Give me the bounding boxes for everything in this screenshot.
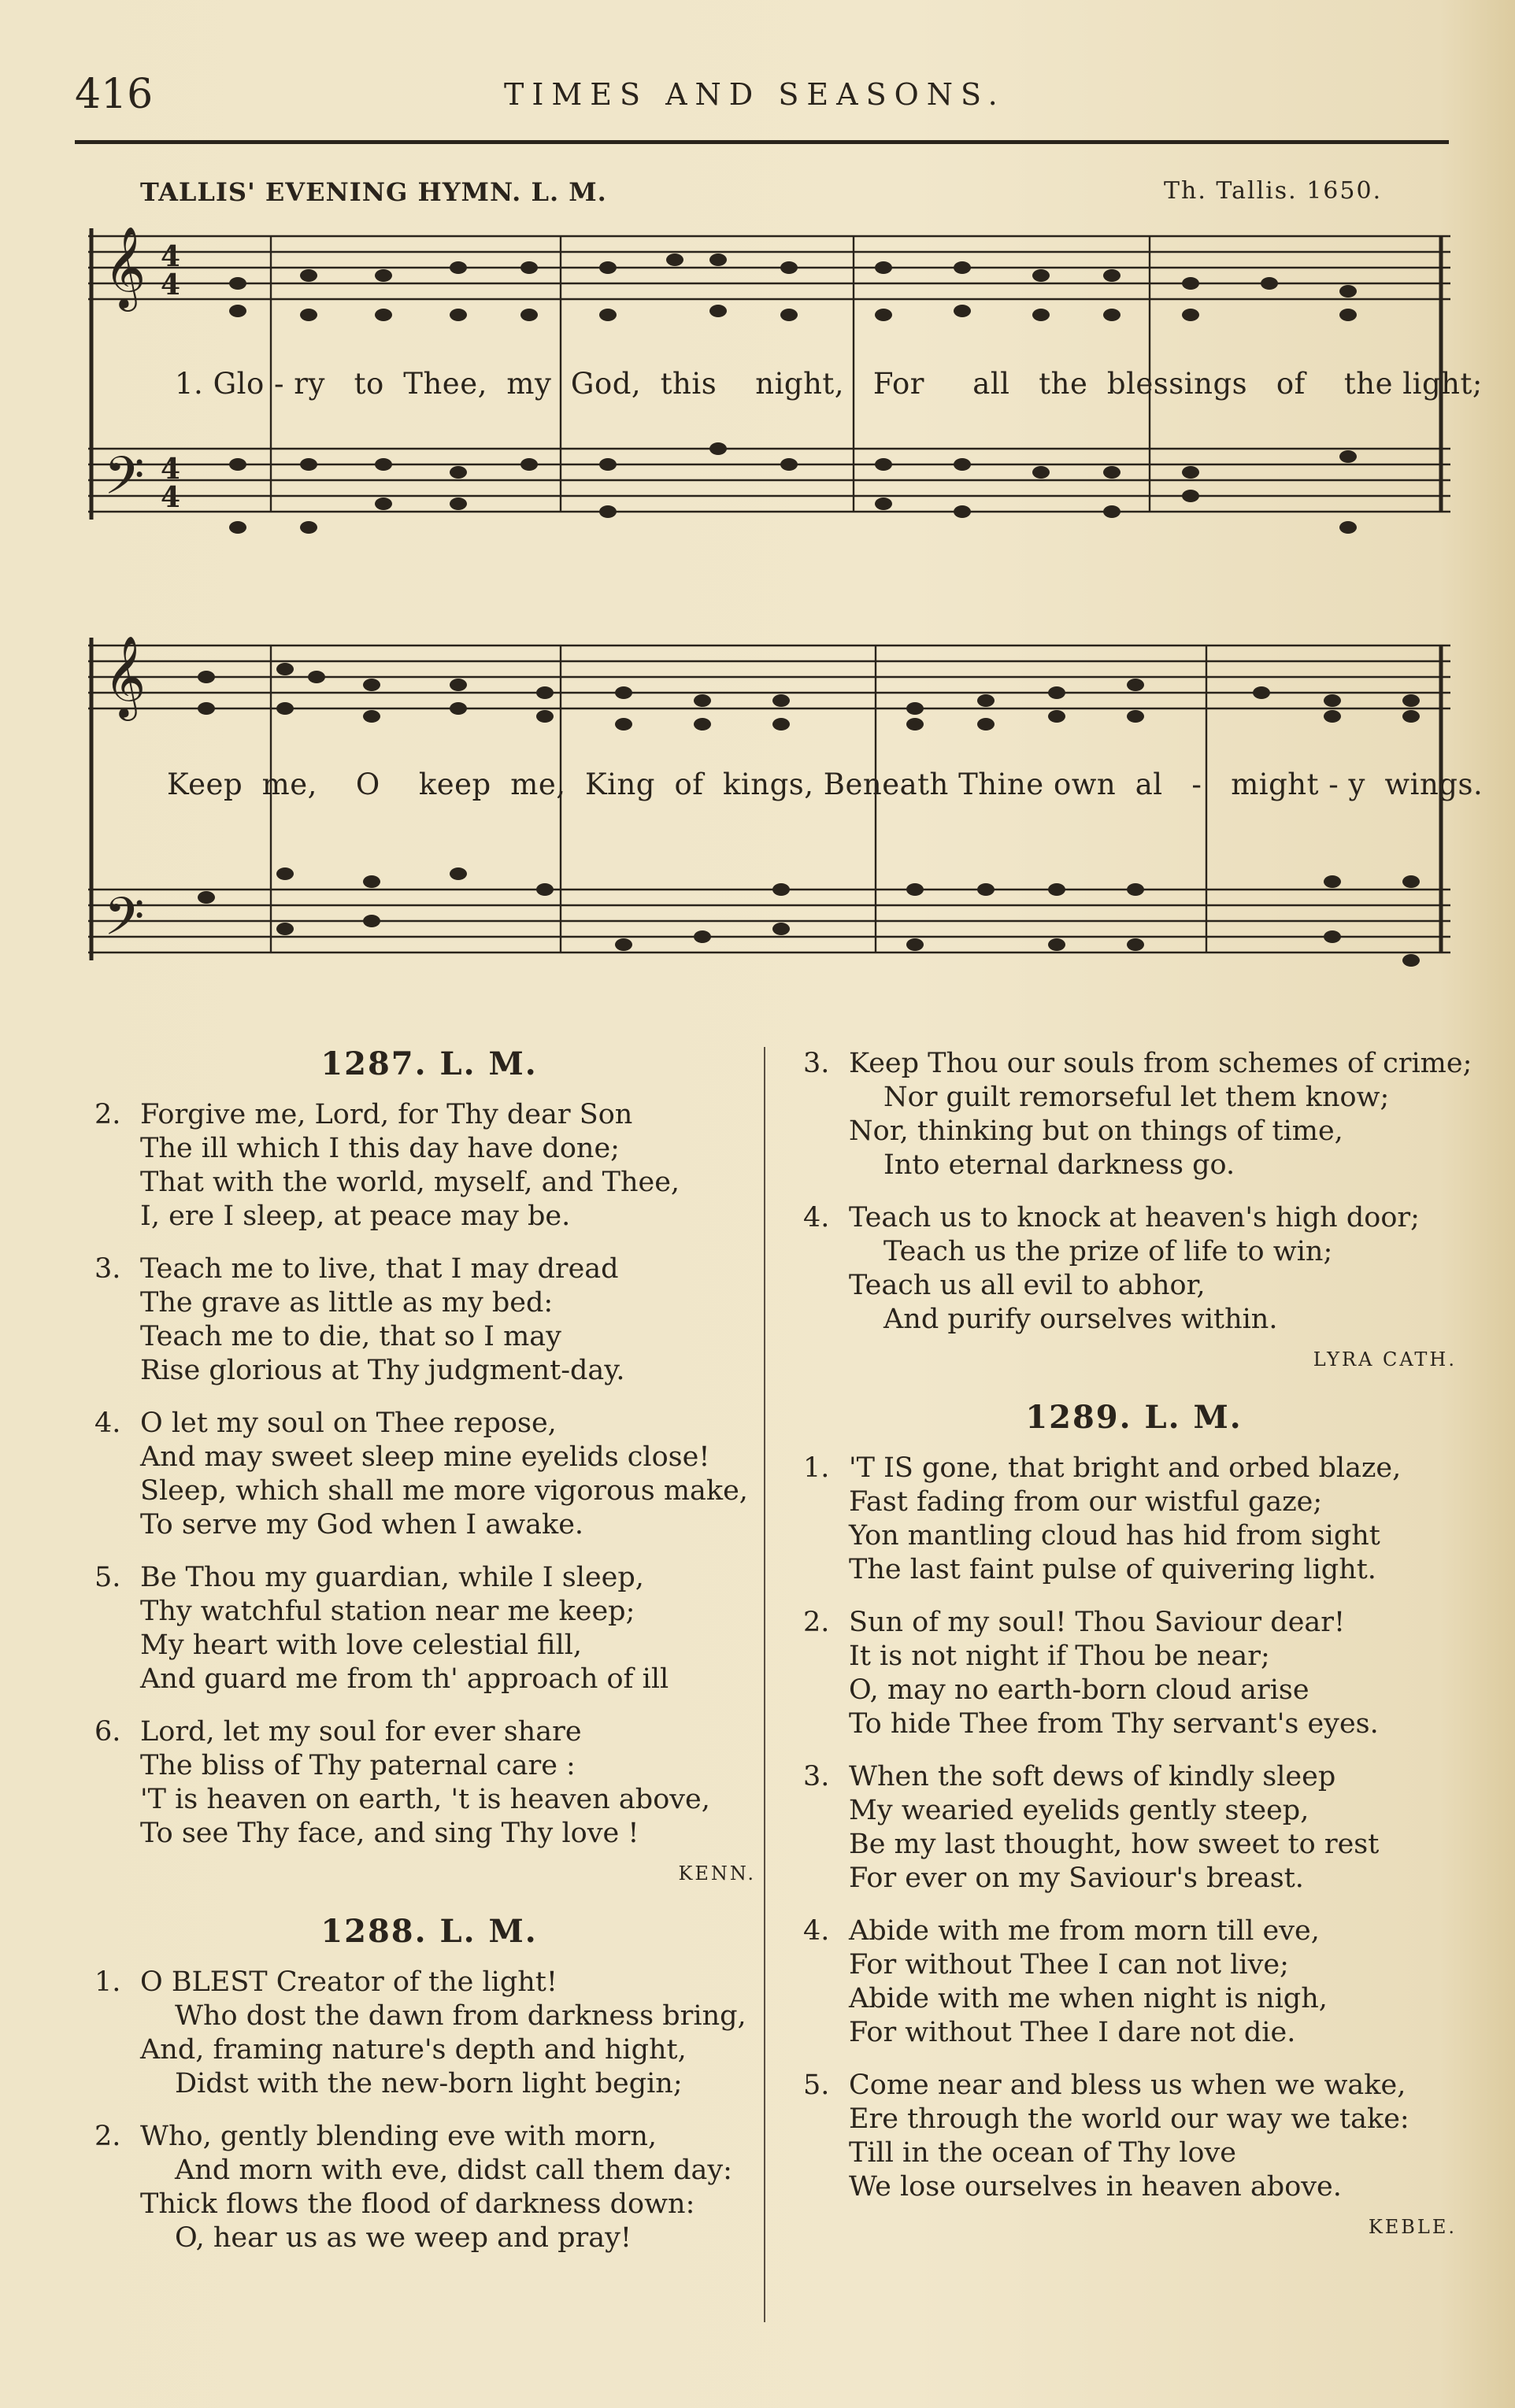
verse-line: Abide with me from morn till eve, (849, 1915, 1320, 1947)
stanza-number: 3. (94, 1253, 121, 1285)
verse-line: O, may no earth-born cloud arise (849, 1674, 1309, 1706)
stanza-number: 2. (94, 2121, 121, 2152)
verse-line: Be Thou my guardian, while I sleep, (140, 1562, 644, 1593)
stanza-number: 4. (803, 1915, 830, 1947)
verse-line: Teach us to knock at heaven's high door; (849, 1202, 1420, 1234)
stanza (94, 1407, 764, 1542)
stanza-number: 1. (94, 1966, 121, 1998)
hymn-heading-1287: 1287. L. M. (320, 1045, 538, 1082)
stanza (94, 2120, 764, 2255)
tune-title: TALLIS' EVENING HYMN. L. M. (140, 177, 607, 207)
stanza (803, 1452, 1465, 1587)
stanza-number: 6. (94, 1716, 121, 1748)
left-column (94, 1039, 764, 2274)
verse-line: Keep Thou our souls from schemes of crime; (849, 1048, 1472, 1079)
verse-line: Thy watchful station near me keep; (140, 1596, 635, 1627)
stanza (803, 1760, 1465, 1896)
verse-line: And guard me from th' approach of ill (140, 1663, 669, 1695)
svg-text:4: 4 (161, 481, 181, 514)
hymn-author-lyra-cath: LYRA CATH. (1313, 1348, 1457, 1370)
verse-line: And morn with eve, didst call them day: (175, 2155, 732, 2186)
column-divider (764, 1047, 765, 2322)
svg-text:4: 4 (161, 268, 181, 301)
verse-line: My heart with love celestial fill, (140, 1629, 583, 1661)
hymn-heading-1288: 1288. L. M. (320, 1913, 538, 1950)
verse-line: O BLEST Creator of the light! (140, 1966, 557, 1998)
hymn-author-keble: KEBLE. (1368, 2216, 1457, 2238)
verse-line: Into eternal darkness go. (883, 1149, 1235, 1181)
verse-line: Sleep, which shall me more vigorous make, (140, 1475, 748, 1507)
stanza (803, 1047, 1472, 1182)
verse-line: O let my soul on Thee repose, (140, 1407, 557, 1439)
running-title: TIMES AND SEASONS. (504, 77, 1006, 112)
stanza (803, 1914, 1465, 2050)
svg-text:𝄞: 𝄞 (104, 226, 146, 309)
stanza-number: 4. (94, 1407, 121, 1439)
stanza (803, 2069, 1465, 2204)
page-number: 416 (75, 71, 154, 118)
verse-line: The ill which I this day have done; (140, 1133, 620, 1164)
verse-line: My wearied eyelids gently steep, (849, 1795, 1309, 1826)
hymn-heading-1289: 1289. L. M. (1025, 1399, 1243, 1436)
stanza-number: 5. (94, 1562, 121, 1593)
verse-line: The grave as little as my bed: (140, 1287, 554, 1319)
verse-line: Teach us all evil to abhor, (849, 1270, 1206, 1301)
music-system-1 (88, 213, 1483, 614)
verse-line: Lord, let my soul for ever share (140, 1716, 582, 1748)
verse-line: The bliss of Thy paternal care : (140, 1750, 576, 1781)
verse-line: Didst with the new-born light begin; (175, 2068, 683, 2099)
hymn-author-kenn: KENN. (678, 1862, 756, 1885)
verse-line: I, ere I sleep, at peace may be. (140, 1200, 571, 1232)
verse-line: Who, gently blending eve with morn, (140, 2121, 657, 2152)
verse-line: And purify ourselves within. (883, 1304, 1278, 1335)
verse-line: We lose ourselves in heaven above. (849, 2171, 1342, 2203)
stanza-number: 5. (803, 2070, 830, 2101)
music-staff-system-1 (88, 213, 1458, 614)
verse-line: Nor, thinking but on things of time, (849, 1115, 1343, 1147)
lyric-line-1: 1. Glo - ry to Thee, my God, this night, For all the blessings of the light; (175, 367, 1483, 401)
verse-line: It is not night if Thou be near; (849, 1640, 1270, 1672)
verse-line: And may sweet sleep mine eyelids close! (140, 1441, 710, 1473)
verse-line: To see Thy face, and sing Thy love ! (140, 1818, 639, 1849)
right-column (803, 1039, 1472, 2268)
verse-line: To hide Thee from Thy servant's eyes. (849, 1708, 1379, 1740)
verse-line: Ere through the world our way we take: (849, 2103, 1409, 2135)
stanza-number: 1. (803, 1452, 830, 1484)
verse-line: Abide with me when night is nigh, (849, 1983, 1328, 2014)
verse-line: For without Thee I can not live; (849, 1949, 1289, 1981)
svg-text:4: 4 (161, 240, 181, 273)
stanza-number: 2. (94, 1099, 121, 1130)
verse-line: To serve my God when I awake. (140, 1509, 584, 1541)
verse-line: Fast fading from our wistful gaze; (849, 1486, 1323, 1518)
verse-line: Till in the ocean of Thy love (849, 2137, 1236, 2169)
stanza (94, 1098, 764, 1234)
verse-line: When the soft dews of kindly sleep (849, 1761, 1336, 1792)
stanza (94, 1252, 764, 1388)
stanza (94, 1715, 764, 1851)
verse-line: Nor guilt remorseful let them know; (883, 1082, 1390, 1113)
verse-line: For ever on my Saviour's breast. (849, 1862, 1304, 1894)
verse-line: Teach me to die, that so I may (140, 1321, 561, 1352)
verse-line: Sun of my soul! Thou Saviour dear! (849, 1607, 1346, 1638)
verse-line: Come near and bless us when we wake, (849, 2070, 1406, 2101)
verse-line: 'T IS gone, that bright and orbed blaze, (849, 1452, 1402, 1484)
verse-line: 'T is heaven on earth, 't is heaven above, (140, 1784, 710, 1815)
svg-text:4: 4 (161, 453, 181, 486)
music-staff-system-2 (88, 614, 1458, 1023)
stanza (94, 1966, 764, 2101)
tune-composer: Th. Tallis. 1650. (1164, 177, 1383, 205)
verse-line: Forgive me, Lord, for Thy dear Son (140, 1099, 633, 1130)
svg-text:𝄞: 𝄞 (104, 635, 146, 718)
stanza-number: 2. (803, 1607, 830, 1638)
verse-line: Teach us the prize of life to win; (883, 1236, 1333, 1267)
verse-line: For without Thee I dare not die. (849, 2017, 1296, 2048)
verse-line: Rise glorious at Thy judgment-day. (140, 1355, 625, 1386)
svg-text:𝄢: 𝄢 (104, 446, 145, 519)
verse-line: Yon mantling cloud has hid from sight (849, 1520, 1380, 1552)
verse-line: And, framing nature's depth and hight, (140, 2034, 687, 2066)
verse-line: The last faint pulse of quivering light. (849, 1554, 1376, 1585)
verse-line: That with the world, myself, and Thee, (140, 1167, 680, 1198)
header-rule (75, 140, 1449, 144)
music-system-2 (88, 614, 1484, 1023)
stanza-number: 3. (803, 1048, 830, 1079)
verse-line: Teach me to live, that I may dread (140, 1253, 619, 1285)
page-header (75, 71, 1453, 126)
verse-line: Who dost the dawn from darkness bring, (175, 2000, 746, 2032)
lyric-line-2: Keep me, O keep me, King of kings, Beneath Thine own al - might - y wings. (167, 768, 1484, 801)
stanza-number: 3. (803, 1761, 830, 1792)
verse-line: O, hear us as we weep and pray! (175, 2222, 632, 2254)
stanza-number: 4. (803, 1202, 830, 1234)
verse-line: Be my last thought, how sweet to rest (849, 1829, 1380, 1860)
verse-line: Thick flows the flood of darkness down: (140, 2188, 695, 2220)
svg-text:𝄢: 𝄢 (104, 886, 145, 960)
stanza (803, 1201, 1465, 1337)
stanza (803, 1606, 1465, 1741)
stanza (94, 1561, 764, 1696)
